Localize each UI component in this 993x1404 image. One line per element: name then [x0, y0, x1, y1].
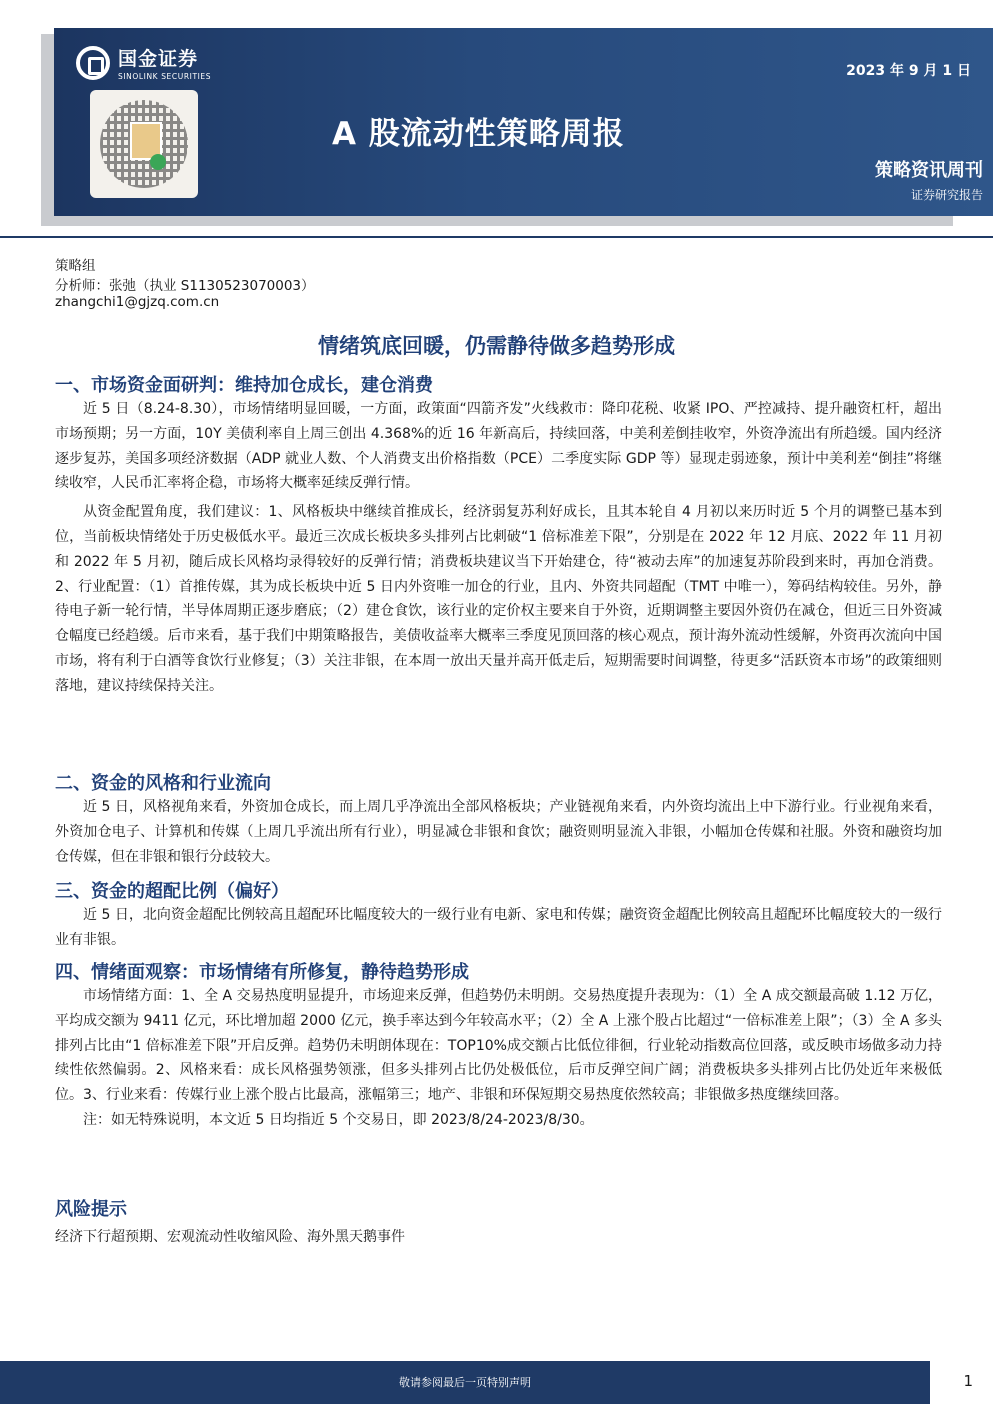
section-3-heading: 三、资金的超配比例（偏好） — [55, 881, 289, 902]
section-4-note: 注：如无特殊说明，本文近 5 日均指近 5 个交易日，即 2023/8/24-2023/8/30。 — [83, 1111, 594, 1128]
risk-heading: 风险提示 — [55, 1199, 127, 1220]
section-1-paragraph-2: 从资金配置角度，我们建议：1、风格板块中继续首推成长，经济弱复苏利好成长，且其本轮自 4 月初以来历时近 5 个月的调整已基本到位，当前板块情绪处于历史极低水平。最近三次成长板块多头排列占比刺破“1 倍标准差下限”，分别是在 2022 年 12 月底、2022 年 11 月初和 2022 年 5 月初，随后成长风格均录得较好的反弹行情；消费板块建议当下开始建仓，待“被动去库”的加速复苏阶段到来时，再加仓消费。2、行业配置：（1）首推传媒，其为成长板块中近 5 日内外资唯一加仓的行业，且内、外资共同超配（TMT 中唯一），筹码结构较佳。另外，静待电子新一轮行情，半导体周期正逐步磨底；（2）建仓食饮，该行业的定价权主要来自于外资，近期调整主要因外资仍在减仓，但近三日外资减仓幅度已经趋缓。后市来看，基于我们中期策略报告，美债收益率大概率三季度见顶回落的核心观点，预计海外流动性缓解，外资再次流向中国市场，将有利于白酒等食饮行业修复；（3）关注非银，在本周一放出天量并高开低走后，短期需要时间调整，待更多“活跃资本市场”的政策细则落地，建议持续保持关注。 — [55, 504, 942, 694]
section-2-heading: 二、资金的风格和行业流向 — [55, 773, 271, 794]
section-4-body — [55, 984, 942, 1133]
company-logo — [76, 44, 211, 81]
report-banner — [54, 28, 993, 216]
qr-code — [90, 90, 198, 198]
analyst-line: 分析师：张弛（执业 S1130523070003） — [55, 278, 315, 294]
logo-name-en: SINOLINK SECURITIES — [118, 72, 212, 81]
mini-program-icon — [150, 154, 166, 170]
footer-disclaimer: 敬请参阅最后一页特别声明 — [0, 1361, 930, 1404]
author-group: 策略组 — [55, 258, 96, 274]
section-2-body — [55, 795, 942, 869]
section-4-heading: 四、情绪面观察：市场情绪有所修复，静待趋势形成 — [55, 962, 469, 983]
section-1-body — [55, 397, 942, 699]
analyst-email[interactable]: zhangchi1@gjzq.com.cn — [55, 294, 220, 310]
section-2-paragraph-1: 近 5 日，风格视角来看，外资加仓成长，而上周几乎净流出全部风格板块；产业链视角来看，内外资均流出上中下游行业。行业视角来看，外资加仓电子、计算机和传媒（上周几乎流出所有行业），明显减仓非银和食饮；融资则明显流入非银，小幅加仓传媒和社服。外资和融资均加仓传媒，但在非银和银行分歧较大。 — [55, 799, 942, 865]
logo-name-cn: 国金证券 — [118, 48, 199, 70]
risk-text: 经济下行超预期、宏观流动性收缩风险、海外黑天鹅事件 — [55, 1229, 405, 1245]
page-number: 1 — [963, 1372, 973, 1390]
report-headline: 情绪筑底回暖，仍需静待做多趋势形成 — [318, 334, 675, 358]
report-date: 2023 年 9 月 1 日 — [846, 63, 971, 79]
section-3-body — [55, 903, 942, 953]
section-3-paragraph-1: 近 5 日，北向资金超配比例较高且超配环比幅度较大的一级行业有电新、家电和传媒；融资资金超配比例较高且超配环比幅度较大的一级行业有非银。 — [55, 907, 942, 948]
section-1-paragraph-1: 近 5 日（8.24-8.30），市场情绪明显回暖，一方面，政策面“四箭齐发”火线救市：降印花税、收紧 IPO、严控减持、提升融资杠杆，超出市场预期；另一方面，10Y 美债利率自上周三创出 4.368%的近 16 年新高后，持续回落，中美利差倒挂收窄，外资净流出有所趋缓。国内经济逐步复苏，美国多项经济数据（ADP 就业人数、个人消费支出价格指数（PCE）二季度实际 GDP 等）显现走弱迹象，预计中美利差“倒挂”将继续收窄，人民币汇率将企稳，市场将大概率延续反弹行情。 — [55, 401, 942, 492]
report-category: 证券研究报告 — [910, 188, 983, 202]
section-4-paragraph-1: 市场情绪方面：1、全 A 交易热度明显提升，市场迎来反弹，但趋势仍未明朗。交易热度提升表现为：（1）全 A 成交额最高破 1.12 万亿，平均成交额为 9411 亿元，环比增加超 2000 亿元，换手率达到今年较高水平；（2）全 A 上涨个股占比超过“一倍标准差上限”；（3）全 A 多头排列占比由“1 倍标准差下限”开启反弹。趋势仍未明朗体现在：TOP10%成交额占比低位徘徊，行业轮动指数高位回落，或反映市场做多动力持续性依然偏弱。2、风格来看：成长风格强势领涨，但多头排列占比仍处极低位，后市反弹空间广阔；消费板块多头排列占比仍处近年来极低位。3、行业来看：传媒行业上涨个股占比最高，涨幅第三；地产、非银和环保短期交易热度依然较高；非银做多热度继续回落。 — [55, 988, 942, 1104]
report-type: 策略资讯周刊 — [875, 160, 983, 181]
sinolink-logo-icon — [76, 46, 110, 80]
header-divider — [0, 236, 993, 238]
section-1-heading: 一、市场资金面研判：维持加仓成长，建仓消费 — [55, 375, 433, 396]
report-series-title: A 股流动性策略周报 — [332, 116, 625, 152]
